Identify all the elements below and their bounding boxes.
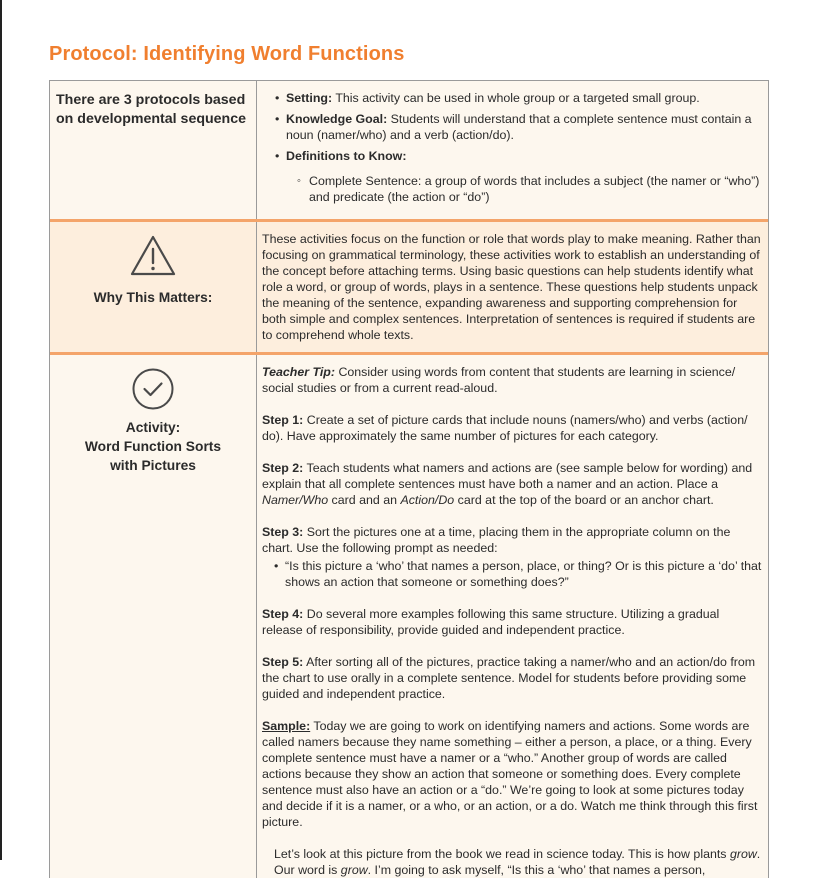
activity-instructions: [257, 355, 768, 878]
step-5: Step 5: After sorting all of the pictures, practice taking a namer/who and an action/do from the chart to use orally in a complete sentence. Model for students before providing some guided and independent practice.: [262, 655, 756, 701]
setting-item: • Setting: This activity can be used in whole group or a targeted small group.: [275, 90, 762, 106]
why-cell: [50, 222, 257, 352]
step-2: Step 2: Teach students what namers and actions are (see sample below for wording) and explain that all complete sentences must have both a namer and an action. Place a Namer/Who card and an Action/Do card at the top of the board or an anchor chart.: [262, 461, 753, 507]
why-text: These activities focus on the function or role that words play to make meaning. Rather than focusing on grammatical terminology, these activities work to establish an understanding of the concept before attaching terms. Using basic questions can help students identify what role a word, or group of words, plays in a sentence. These questions help students unpack the meaning of the sentence, expanding awareness and supporting comprehension for both simple and complex sentences. Interpretation of sentences is required if students are to comprehend whole texts.: [262, 232, 761, 342]
step-1: Step 1: Create a set of picture cards that include nouns (namers/who) and verbs (action/ do). Have approximately the same number of pictures for each category.: [262, 413, 748, 443]
sample-script: Sample: Today we are going to work on identifying namers and actions. Some words are called namers because they name something – either a person, a place, or a thing. Every complete sentence must have a namer or a “who.” Another group of words are called actions because they show an action that someone or something does. Every complete sentence must also have an action or a “do.” We’re going to look at some pictures today and decide if it is a namer, or a who, or an action, or a do. Watch me think through this first picture.: [262, 719, 758, 829]
step-4: Step 4: Do several more examples following this same structure. Utilizing a gradual release of responsibility, provide guided and independent practice.: [262, 607, 720, 637]
knowledge-goal-item: • Knowledge Goal: Students will understand that a complete sentence must contain a noun (namer/who) and a verb (action/do).: [275, 111, 762, 143]
overview-details: [257, 81, 768, 219]
step-3: Step 3: Sort the pictures one at a time, placing them in the appropriate column on the chart. Use the following prompt as needed:: [262, 525, 731, 555]
check-circle-icon: [50, 367, 256, 411]
why-row: [50, 222, 768, 352]
why-label: Why This Matters:: [93, 290, 213, 305]
teacher-tip: Teacher Tip: Consider using words from content that students are learning in science/ social studies or from a current read-aloud.: [262, 365, 736, 395]
activity-cell: [50, 355, 257, 878]
step-3-prompt: • “Is this picture a ‘who’ that names a person, place, or thing? Or is this picture a ‘do’ that shows an action that someone or something does?”: [262, 558, 762, 590]
warning-icon: [50, 234, 256, 278]
activity-name-line1: Word Function Sorts: [84, 439, 222, 454]
overview-row: [50, 81, 768, 219]
protocol-table: [49, 80, 769, 878]
definition-complete-sentence: ◦ Complete Sentence: a group of words that includes a subject (the namer or “who”) and predicate (the action or “do”): [275, 173, 762, 205]
window-edge: [0, 0, 2, 860]
protocols-note: There are 3 protocols based on developmental sequence: [50, 81, 257, 219]
activity-label: Activity:: [125, 420, 181, 435]
page-title: Protocol: Identifying Word Functions: [49, 43, 405, 65]
activity-row: [50, 355, 768, 878]
activity-name-line2: with Pictures: [110, 458, 196, 473]
definitions-item: • Definitions to Know:: [275, 148, 762, 164]
sample-script-continued: Let’s look at this picture from the book we read in science today. This is how plants grow. Our word is grow. I’m going to ask myself, “Is this a ‘who’ that names a person,: [274, 847, 761, 877]
